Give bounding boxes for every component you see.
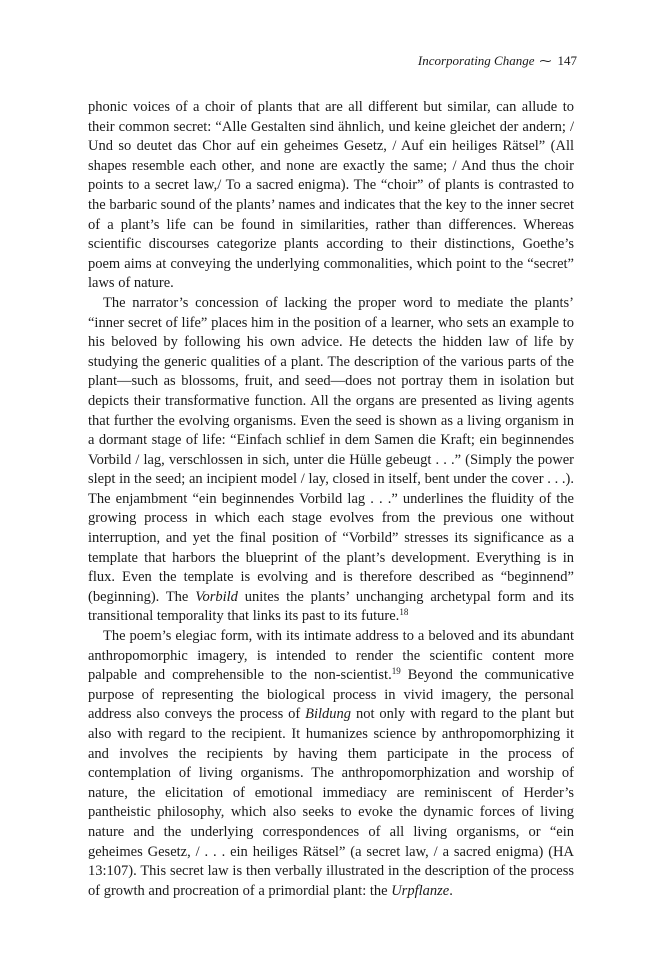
paragraph-2-text-b: unites the plants’ unchanging archetypal form and its transitional temporality that links its past to its future.: [88, 588, 574, 625]
paragraph-3-text-a: The poem’s elegiac form, with its intimate address to a beloved and its abundant anthropomorphic imagery, is intended to render the scientific content more palpable and comprehensible to the non-scientist.: [88, 628, 574, 684]
paragraph-3-italic-bildung: Bildung: [305, 706, 352, 723]
paragraph-3-text-d: .: [449, 882, 453, 899]
footnote-ref-19: 19: [391, 666, 401, 677]
paragraph-1-text: phonic voices of a choir of plants that are all different but similar, can allude to their common secret: “Alle Gestalten sind ähnlich, und keine gleichet der andern; / Und so deutet das Chor auf ein geheimes Gesetz, / Auf ein heiliges Rätsel” (All shapes resemble each other, and none are exactly the same; / And thus the choir points to a secret law,/ To a sacred enigma). The “choir” of plants is contrasted to the barbaric sound of the plants’ names and indicates that the key to the inner secret of a plant’s life can be found in similarities, rather than differences. Whereas scientific discourses categorize plants according to their distinctions, Goethe’s poem aims at conveying the underlying commonalities, which point to the “secret” laws of nature.: [88, 99, 574, 292]
body-text: [88, 98, 574, 901]
page-number: 147: [557, 53, 577, 68]
running-title: Incorporating Change: [417, 53, 535, 68]
paragraph-3-italic-urpflanze: Urpflanze: [391, 882, 450, 899]
paragraph-3-text-b: Beyond the communicative purpose of representing the biological process in vivid imagery, the personal address also conveys the process of: [88, 667, 574, 723]
paragraph-2: [88, 294, 574, 627]
paragraph-3-text-c: not only with regard to the plant but also with regard to the recipient. It humanizes science by anthropomorphizing it and involves the recipients by having them participate in the process of contemplation of living organisms. The anthropomorphization and worship of nature, the elicitation of emotional immediacy are reminiscent of Herder’s pantheistic philosophy, which also seeks to evoke the dynamic forces of living nature and the underlying correspondences of all living organisms, or “ein geheimes Gesetz, / . . . ein heiliges Rätsel” (a secret law, / a sacred enigma) (HA 13:107). This secret law is then verbally illustrated in the description of the process of growth and procreation of a primordial plant: the: [88, 706, 574, 899]
footnote-ref-18: 18: [399, 607, 409, 618]
ornament-icon: ⁓: [539, 54, 552, 68]
running-header: [418, 53, 577, 69]
paragraph-3: [88, 627, 574, 901]
paragraph-2-text-a: The narrator’s concession of lacking the proper word to mediate the plants’ “inner secret of life” places him in the position of a learner, who sets an example to his beloved by following his own advice. He detects the hidden law of life by studying the generic qualities of a plant. The description of the various parts of the plant—such as blossoms, fruit, and seed—does not portray them in isolation but depicts their transformative function. All the organs are presented as living agents that further the evolving organisms. Even the seed is shown as a living organism in a dormant stage of life: “Einfach schlief in dem Samen die Kraft; ein beginnendes Vorbild / lag, verschlossen in sich, unter die Hülle gebeugt . . .” (Simply the power slept in the seed; an incipient model / lay, closed in itself, bent under the cover . . .). The enjambment “ein beginnendes Vorbild lag . . .” underlines the fluidity of the growing process in which each stage evolves from the previous one without interruption, and yet the final position of “Vorbild” stresses its significance as a template that harbors the blueprint of the plant’s development. Everything is in flux. Even the template is evolving and is therefore described as “beginnend” (beginning). The: [88, 294, 574, 605]
paragraph-2-italic-vorbild: Vorbild: [195, 588, 238, 605]
paragraph-1: [88, 98, 574, 294]
